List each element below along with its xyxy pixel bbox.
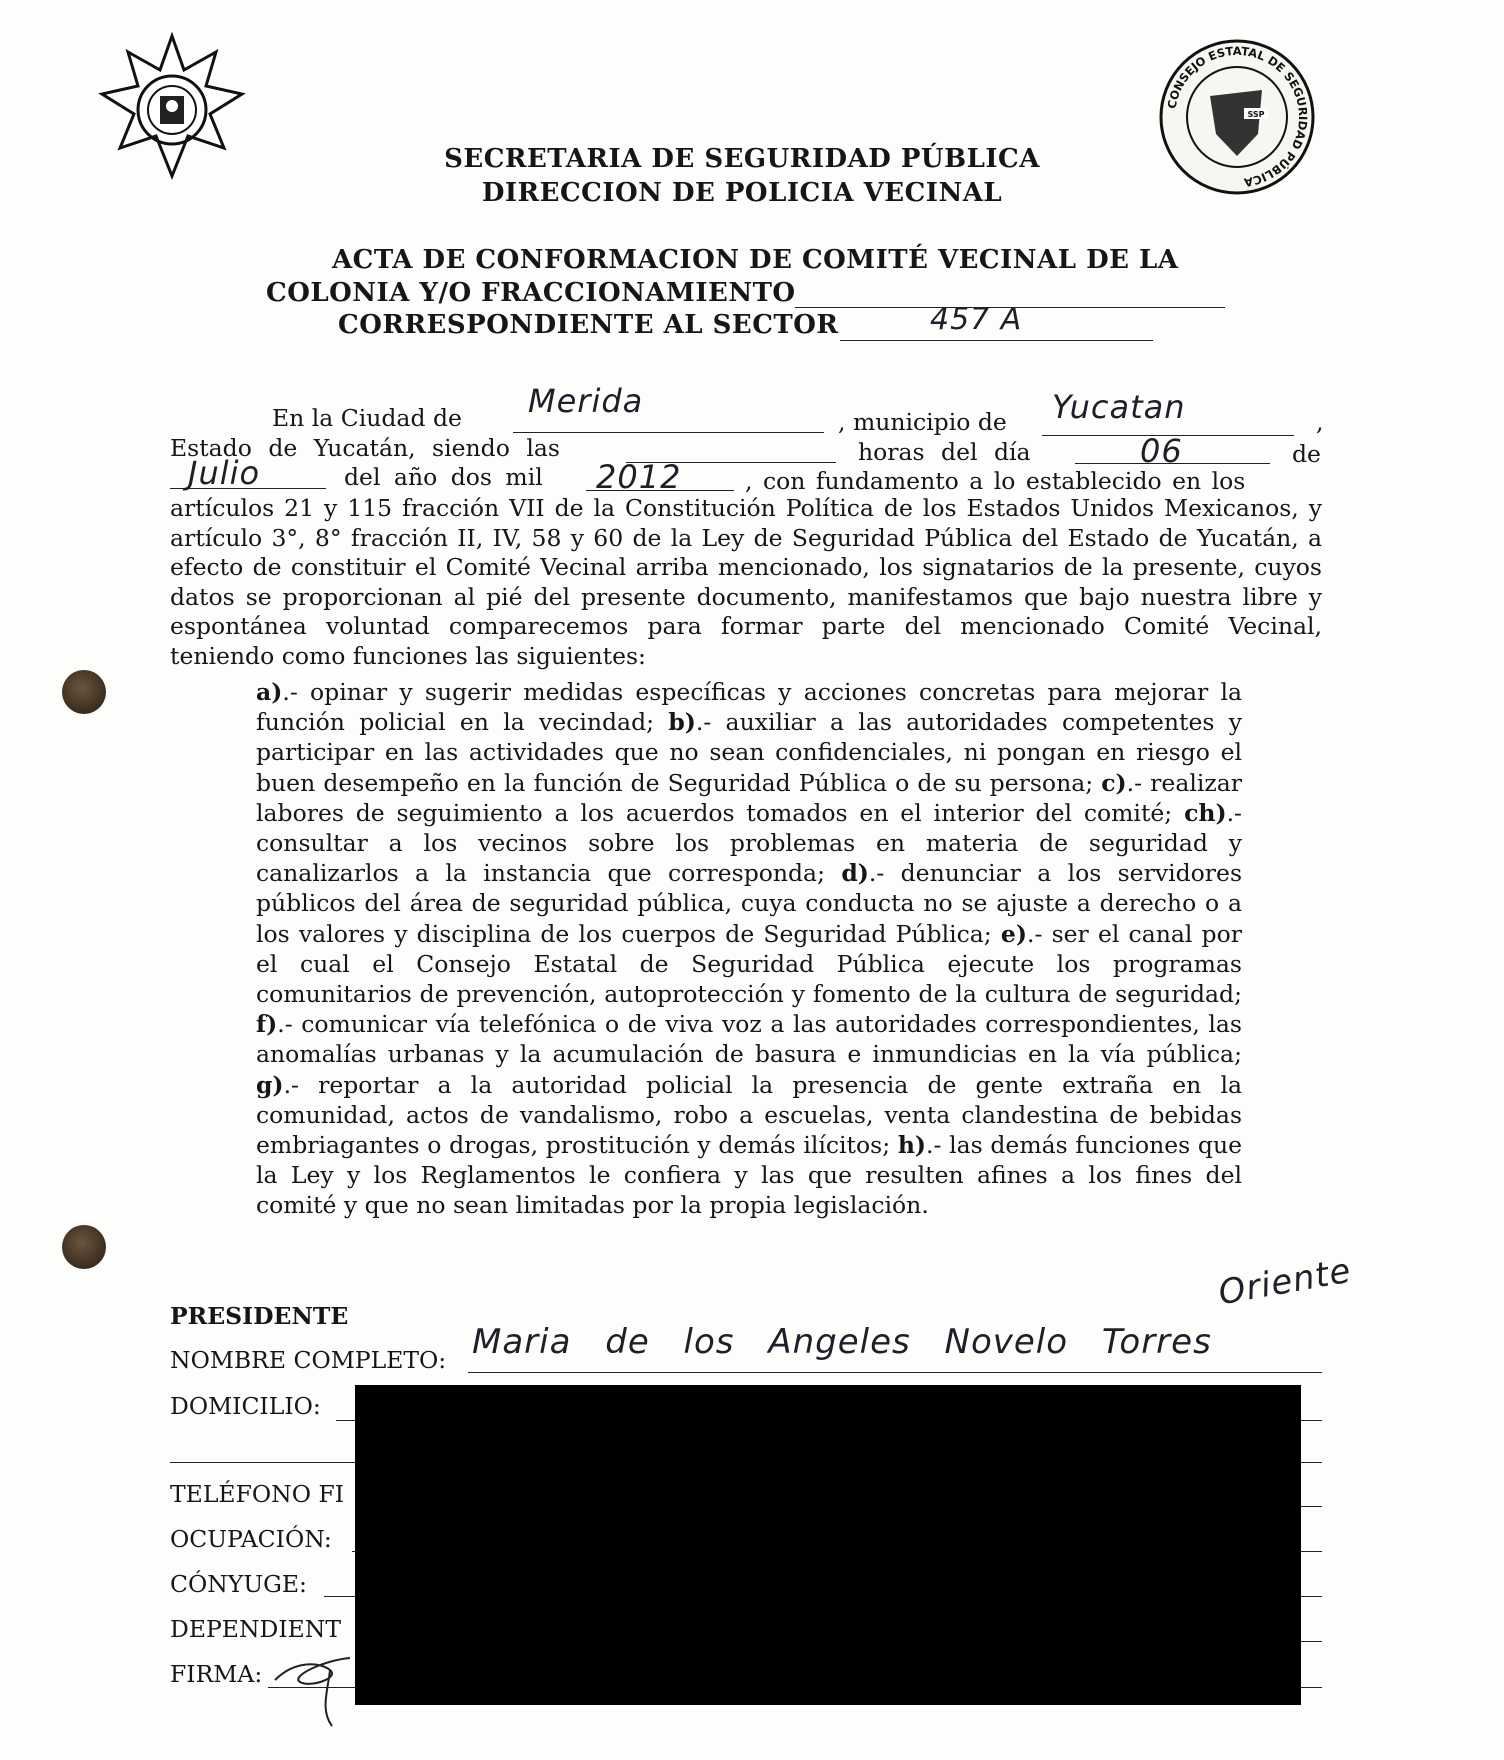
ciudad-value: Merida bbox=[528, 382, 644, 420]
func-e-label: e) bbox=[1000, 919, 1027, 948]
func-g-text: .- reportar a la autoridad policial la presencia de gente extraña en la comunidad, actos de vandalismo, robo a escuelas, venta clandestina de bebidas embriagantes o drogas, prostitución y demás ilícitos; bbox=[256, 1070, 1242, 1160]
func-h-label: h) bbox=[897, 1131, 927, 1160]
conyuge-label: CÓNYUGE: bbox=[170, 1570, 307, 1598]
title-line-1: ACTA DE CONFORMACION DE COMITÉ VECINAL DE LA bbox=[332, 245, 1179, 275]
functions-list bbox=[256, 677, 1242, 1221]
sector-blank-line bbox=[840, 340, 1153, 341]
sector-value: 457 A bbox=[930, 302, 1023, 337]
intro-comma: , bbox=[1316, 408, 1324, 436]
anio-value: 2012 bbox=[596, 458, 682, 496]
intro-paragraph: artículos 21 y 115 fracción VII de la Constitución Política de los Estados Unidos Mexicanos, y artículo 3°, 8° fracción II, IV, 58 y 60 de la Ley de Seguridad Pública del Estado de Yucatán, a efecto de constituir el Comité Vecinal arriba mencionado, los signatarios de la presente, cuyos datos se proporcionan al pié del presente documento, manifestamos que bajo nuestra libre y espontánea voluntad comparecemos para formar parte del mencionado Comité Vecinal, teniendo como funciones las siguientes: bbox=[170, 494, 1322, 670]
domicilio-label: DOMICILIO: bbox=[170, 1392, 321, 1420]
func-g-label: g) bbox=[256, 1070, 284, 1099]
seal-inner-text: SSP bbox=[1247, 110, 1265, 119]
func-f-label: f) bbox=[256, 1010, 278, 1039]
dependientes-label: DEPENDIENT bbox=[170, 1615, 342, 1643]
func-a-label: a) bbox=[256, 678, 283, 706]
nombre-label: NOMBRE COMPLETO: bbox=[170, 1346, 447, 1374]
func-c-label: c) bbox=[1101, 768, 1127, 797]
seal-text: CONSEJO ESTATAL DE SEGURIDAD PÚBLICA bbox=[1164, 43, 1311, 190]
intro-ciudad-label: En la Ciudad de bbox=[272, 404, 462, 432]
func-f-text: .- comunicar vía telefónica o de viva voz a las autoridades correspondientes, las anomalías urbanas y la acumulación de basura e inmundicias en la vía pública; bbox=[256, 1010, 1242, 1069]
mes-value: Julio bbox=[188, 454, 261, 492]
intro-estado-label: Estado de Yucatán, siendo las bbox=[170, 434, 560, 462]
punch-hole-bottom bbox=[62, 1225, 106, 1269]
nombre-value: Maria de los Angeles Novelo Torres bbox=[472, 1322, 1212, 1362]
ocupacion-label: OCUPACIÓN: bbox=[170, 1525, 332, 1553]
intro-fundamento: , con fundamento a lo establecido en los bbox=[745, 467, 1246, 495]
func-h-text: .- las demás funciones que la Ley y los Reglamentos le confiera y las que resulten afines a los fines del comité y que no sean limitadas por la propia legislación. bbox=[256, 1131, 1242, 1220]
punch-hole-top bbox=[62, 670, 106, 714]
func-ch-text: .- consultar a los vecinos sobre los problemas en materia de seguridad y canalizarlos a la instancia que corresponda; bbox=[256, 798, 1242, 888]
title-line-2: COLONIA Y/O FRACCIONAMIENTO bbox=[266, 278, 796, 308]
firma-label: FIRMA: bbox=[170, 1660, 263, 1688]
municipio-value: Yucatan bbox=[1052, 388, 1186, 426]
dia-value: 06 bbox=[1140, 432, 1183, 470]
func-ch-label: ch) bbox=[1184, 798, 1227, 827]
header-direccion: DIRECCION DE POLICIA VECINAL bbox=[481, 178, 1003, 208]
title-line-3: CORRESPONDIENTE AL SECTOR bbox=[338, 310, 839, 340]
func-d-label: d) bbox=[841, 859, 869, 888]
nombre-blank bbox=[468, 1372, 1322, 1373]
redaction-block bbox=[355, 1385, 1301, 1705]
intro-anio-label: del año dos mil bbox=[344, 463, 543, 491]
func-e-text: .- ser el canal por el cual el Consejo Estatal de Seguridad Pública ejecute los programas comunitarios de prevención, autoprotección y fomento de la cultura de seguridad; bbox=[256, 919, 1242, 1009]
func-d-text: .- denunciar a los servidores públicos del área de seguridad pública, cuya conducta no se ajuste a derecho o a los valores y disciplina de los cuerpos de Seguridad Pública; bbox=[256, 859, 1243, 948]
func-a-text: .- opinar y sugerir medidas específicas y acciones concretas para mejorar la función policial en la vecindad; bbox=[256, 678, 1242, 737]
func-b-text: .- auxiliar a las autoridades competentes y participar en las actividades que no sean confidenciales, ni pongan en riesgo el buen desempeño en la función de Seguridad Pública o de su persona; bbox=[256, 708, 1242, 797]
func-b-label: b) bbox=[668, 708, 696, 737]
ciudad-blank bbox=[513, 432, 824, 433]
intro-horas-label: horas del día bbox=[858, 438, 1031, 466]
func-c-text: .- realizar labores de seguimiento a los acuerdos tomados en el interior del comité; bbox=[256, 768, 1242, 827]
intro-municipio-label: , municipio de bbox=[838, 408, 1007, 436]
header-secretaria: SECRETARIA DE SEGURIDAD PÚBLICA bbox=[444, 144, 1040, 174]
president-heading: PRESIDENTE bbox=[170, 1302, 349, 1330]
telefono-label: TELÉFONO FI bbox=[170, 1480, 345, 1508]
intro-de-label: de bbox=[1292, 440, 1321, 468]
margin-note: Oriente bbox=[1215, 1250, 1355, 1314]
